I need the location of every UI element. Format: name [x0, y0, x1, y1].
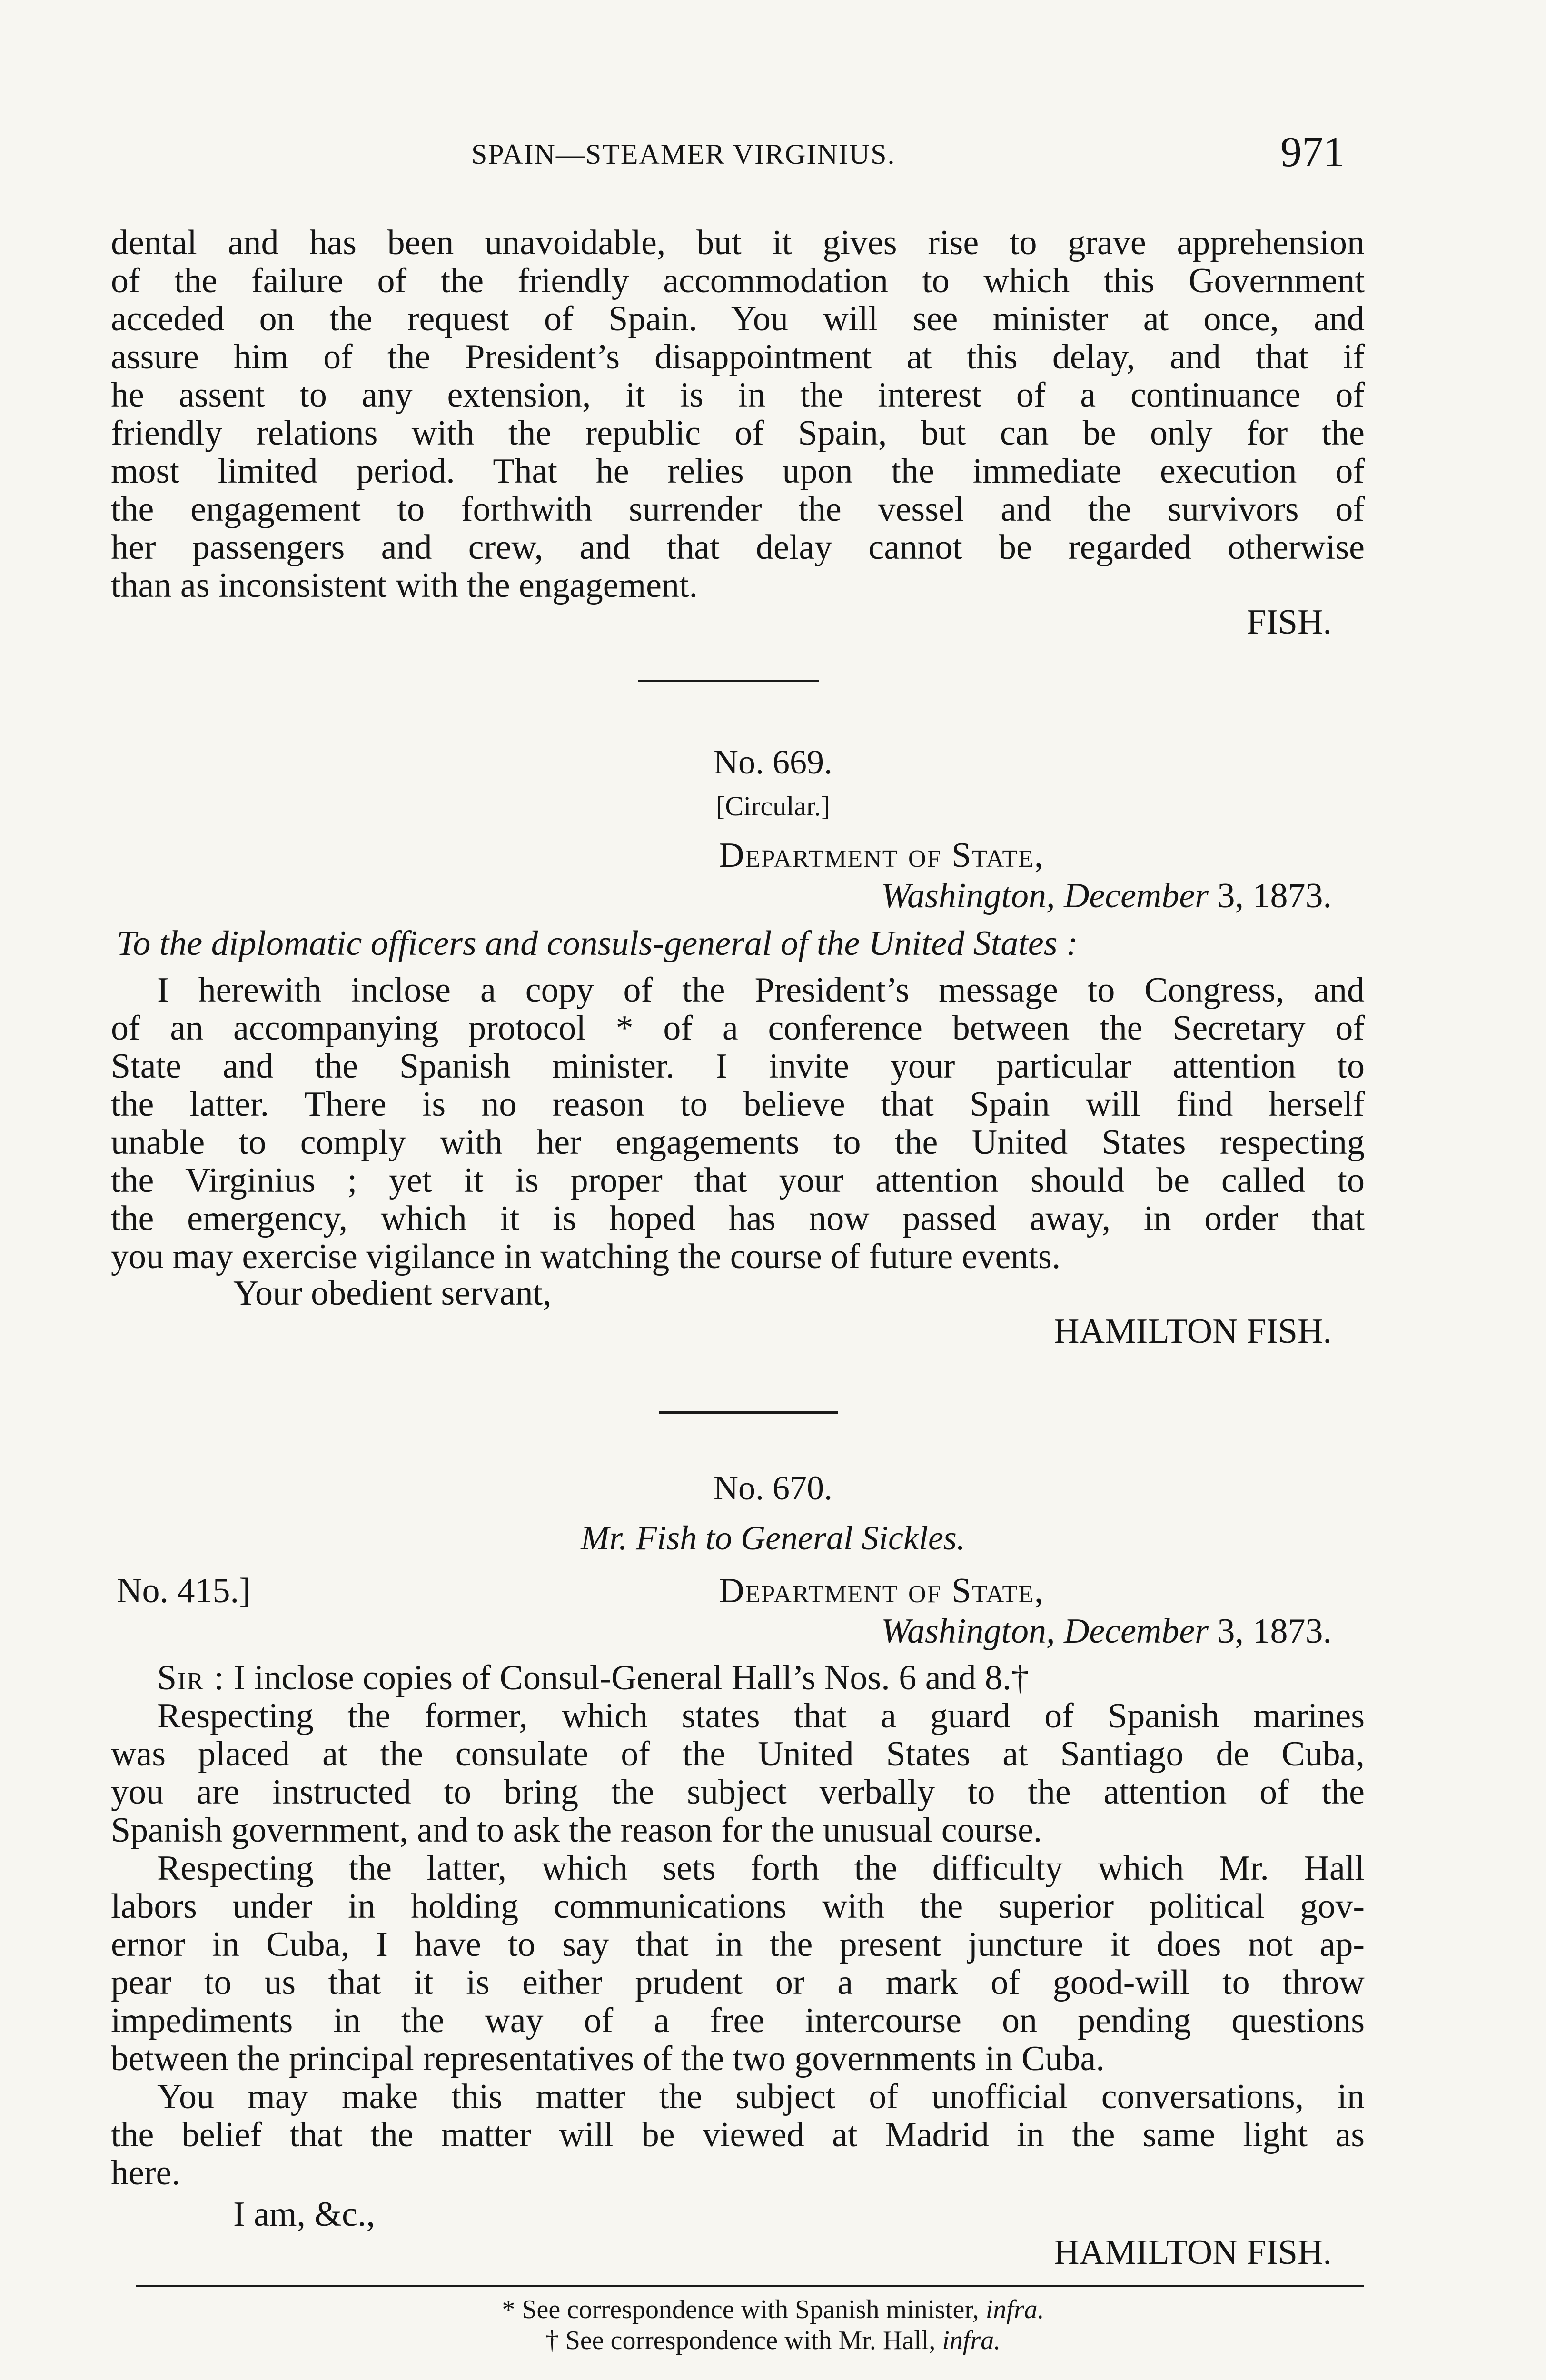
dateline — [881, 1611, 1332, 1652]
text-line: you are instructed to bring the subject verbally to the attention of the — [111, 1773, 1365, 1812]
section-divider — [659, 1411, 838, 1414]
signature-hamilton-fish: HAMILTON FISH. — [1054, 1312, 1332, 1351]
footnote-rule — [136, 2285, 1364, 2287]
text-line: here. — [111, 2153, 180, 2192]
text-line: dental and has been unavoidable, but it gives rise to grave apprehension — [111, 223, 1365, 262]
signature-fish: FISH. — [1247, 603, 1332, 642]
letter-subtitle: Mr. Fish to General Sickles. — [581, 1519, 965, 1557]
text-line: I herewith inclose a copy of the President’s message to Congress, and — [157, 971, 1365, 1010]
dateline-place: Washington, December — [881, 876, 1209, 915]
first-line-text: I inclose copies of Consul-General Hall’s Nos. 6 and 8.† — [233, 1658, 1029, 1697]
dateline — [881, 876, 1332, 916]
text-line: unable to comply with her engagements to the United States respecting — [111, 1123, 1365, 1162]
signature-hamilton-fish: HAMILTON FISH. — [1054, 2233, 1332, 2272]
department-heading: Department of State, — [719, 836, 1044, 875]
footnote-1 — [0, 2294, 1546, 2325]
text-line: between the principal representatives of the two governments in Cuba. — [111, 2039, 1105, 2078]
dateline-date: 3, 1873. — [1217, 876, 1332, 915]
text-line: the belief that the matter will be viewed at Madrid in the same light as — [111, 2115, 1365, 2154]
text-line: State and the Spanish minister. I invite your particular attention to — [111, 1047, 1365, 1086]
text-line: the engagement to forthwith surrender the vessel and the survivors of — [111, 490, 1365, 529]
text-line: assure him of the President’s disappointment at this delay, and that if — [111, 337, 1365, 377]
running-head: SPAIN—STEAMER VIRGINIUS. — [471, 139, 896, 170]
text-line: acceded on the request of Spain. You will see minister at once, and — [111, 299, 1365, 338]
text-line: impediments in the way of a free intercourse on pending questions — [111, 2001, 1365, 2040]
dateline-place: Washington, December — [881, 1612, 1209, 1651]
text-line: You may make this matter the subject of unofficial conversations, in — [157, 2077, 1365, 2116]
document-number-670: No. 670. — [714, 1469, 832, 1507]
text-line: of the failure of the friendly accommodation to which this Government — [111, 261, 1365, 300]
address-line: To the diplomatic officers and consuls-general of the United States : — [117, 924, 1078, 963]
salutation: Sir : — [157, 1658, 225, 1697]
text-line: than as inconsistent with the engagement. — [111, 566, 698, 605]
text-line: pear to us that it is either prudent or a mark of good-will to throw — [111, 1963, 1365, 2002]
footnote-italic: infra. — [985, 2295, 1044, 2324]
text-line: ernor in Cuba, I have to say that in the present juncture it does not ap- — [111, 1925, 1365, 1964]
page-number: 971 — [1280, 129, 1345, 176]
footnote-2 — [0, 2325, 1546, 2356]
text-line: Respecting the former, which states that a guard of Spanish marines — [157, 1696, 1365, 1735]
text-line: friendly relations with the republic of Spain, but can be only for the — [111, 414, 1365, 453]
section-divider — [638, 680, 819, 682]
text-line: the latter. There is no reason to believe that Spain will find herself — [111, 1085, 1365, 1124]
footnote-italic: infra. — [942, 2326, 1001, 2355]
document-number-669: No. 669. — [714, 743, 832, 781]
closing-phrase: I am, &c., — [233, 2195, 375, 2234]
text-line — [157, 1659, 1365, 1697]
text-line: of an accompanying protocol * of a conference between the Secretary of — [111, 1009, 1365, 1048]
circular-note: [Circular.] — [716, 791, 830, 822]
text-line: her passengers and crew, and that delay cannot be regarded otherwise — [111, 528, 1365, 567]
department-heading: Department of State, — [719, 1571, 1044, 1610]
text-line: most limited period. That he relies upon the immediate execution of — [111, 452, 1365, 491]
text-line: the Virginius ; yet it is proper that your attention should be called to — [111, 1161, 1365, 1200]
text-line: you may exercise vigilance in watching the course of future events. — [111, 1237, 1061, 1276]
closing-phrase: Your obedient servant, — [233, 1274, 552, 1313]
text-line: Respecting the latter, which sets forth the difficulty which Mr. Hall — [157, 1849, 1365, 1888]
footnote-text: * See correspondence with Spanish minister, — [502, 2295, 979, 2324]
text-line: labors under in holding communications with the superior political gov- — [111, 1887, 1365, 1926]
footnote-text: † See correspondence with Mr. Hall, — [545, 2326, 936, 2355]
dispatch-reference: No. 415.] — [117, 1571, 251, 1610]
dateline-date: 3, 1873. — [1217, 1612, 1332, 1651]
text-line: Spanish government, and to ask the reason for the unusual course. — [111, 1811, 1042, 1850]
text-line: was placed at the consulate of the United States at Santiago de Cuba, — [111, 1735, 1365, 1774]
text-line: the emergency, which it is hoped has now passed away, in order that — [111, 1199, 1365, 1238]
text-line: he assent to any extension, it is in the interest of a continuance of — [111, 376, 1365, 415]
